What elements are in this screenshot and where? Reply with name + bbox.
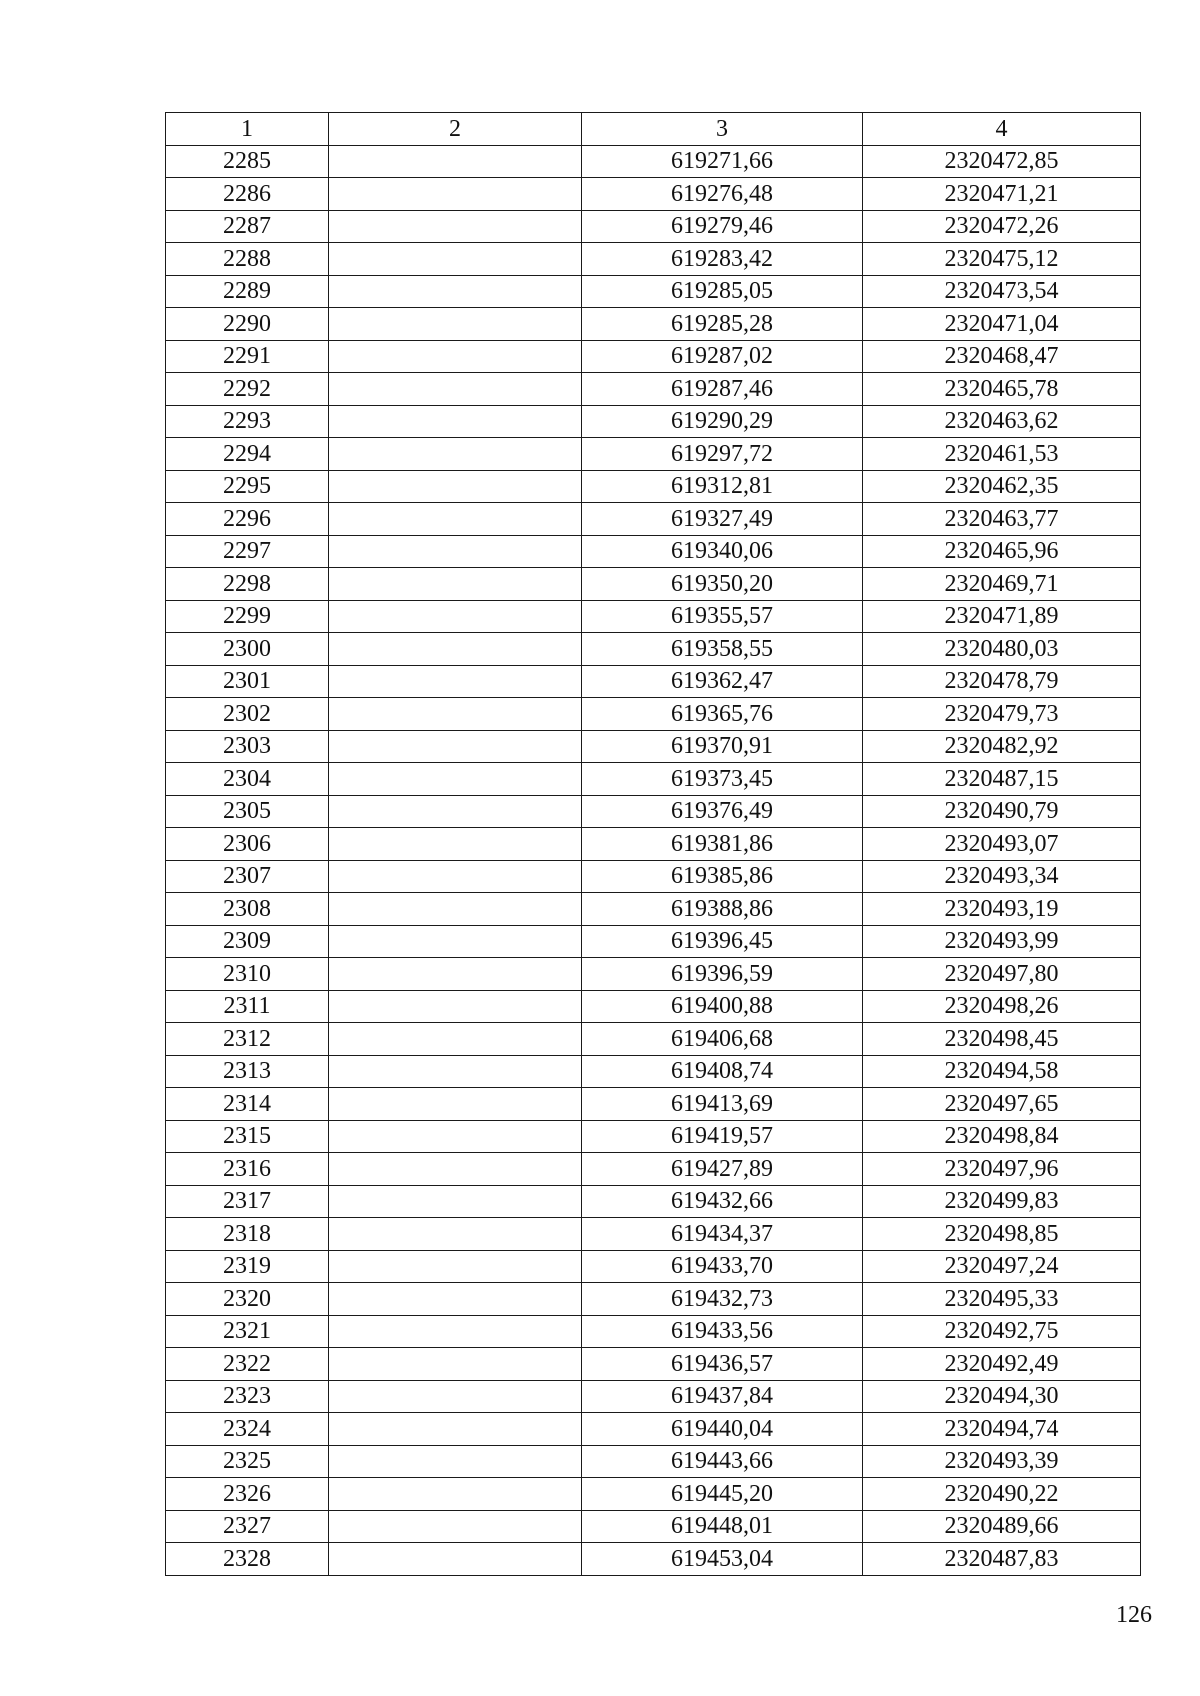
y-coordinate-cell: 2320493,07 bbox=[863, 828, 1141, 861]
x-coordinate-cell: 619285,28 bbox=[582, 308, 863, 341]
table-row bbox=[166, 373, 1141, 406]
table-row bbox=[166, 665, 1141, 698]
name-cell bbox=[329, 795, 582, 828]
name-cell bbox=[329, 1380, 582, 1413]
y-coordinate-cell: 2320479,73 bbox=[863, 698, 1141, 731]
point-number-cell: 2288 bbox=[166, 243, 329, 276]
x-coordinate-cell: 619445,20 bbox=[582, 1478, 863, 1511]
name-cell bbox=[329, 860, 582, 893]
point-number-cell: 2305 bbox=[166, 795, 329, 828]
y-coordinate-cell: 2320465,96 bbox=[863, 535, 1141, 568]
x-coordinate-cell: 619285,05 bbox=[582, 275, 863, 308]
table-row bbox=[166, 1055, 1141, 1088]
y-coordinate-cell: 2320482,92 bbox=[863, 730, 1141, 763]
table-row bbox=[166, 1153, 1141, 1186]
x-coordinate-cell: 619370,91 bbox=[582, 730, 863, 763]
table-row bbox=[166, 145, 1141, 178]
name-cell bbox=[329, 1153, 582, 1186]
name-cell bbox=[329, 893, 582, 926]
y-coordinate-cell: 2320499,83 bbox=[863, 1185, 1141, 1218]
column-header-2: 2 bbox=[329, 113, 582, 146]
y-coordinate-cell: 2320492,75 bbox=[863, 1315, 1141, 1348]
x-coordinate-cell: 619358,55 bbox=[582, 633, 863, 666]
y-coordinate-cell: 2320495,33 bbox=[863, 1283, 1141, 1316]
y-coordinate-cell: 2320497,24 bbox=[863, 1250, 1141, 1283]
table-row bbox=[166, 893, 1141, 926]
point-number-cell: 2301 bbox=[166, 665, 329, 698]
y-coordinate-cell: 2320494,58 bbox=[863, 1055, 1141, 1088]
x-coordinate-cell: 619381,86 bbox=[582, 828, 863, 861]
x-coordinate-cell: 619279,46 bbox=[582, 210, 863, 243]
table-row bbox=[166, 990, 1141, 1023]
name-cell bbox=[329, 633, 582, 666]
x-coordinate-cell: 619290,29 bbox=[582, 405, 863, 438]
point-number-cell: 2289 bbox=[166, 275, 329, 308]
name-cell bbox=[329, 1315, 582, 1348]
y-coordinate-cell: 2320490,79 bbox=[863, 795, 1141, 828]
table-row bbox=[166, 860, 1141, 893]
name-cell bbox=[329, 178, 582, 211]
name-cell bbox=[329, 1478, 582, 1511]
y-coordinate-cell: 2320469,71 bbox=[863, 568, 1141, 601]
table-row bbox=[166, 1380, 1141, 1413]
x-coordinate-cell: 619340,06 bbox=[582, 535, 863, 568]
x-coordinate-cell: 619436,57 bbox=[582, 1348, 863, 1381]
name-cell bbox=[329, 373, 582, 406]
table-row bbox=[166, 600, 1141, 633]
y-coordinate-cell: 2320498,26 bbox=[863, 990, 1141, 1023]
point-number-cell: 2327 bbox=[166, 1510, 329, 1543]
x-coordinate-cell: 619283,42 bbox=[582, 243, 863, 276]
x-coordinate-cell: 619400,88 bbox=[582, 990, 863, 1023]
x-coordinate-cell: 619388,86 bbox=[582, 893, 863, 926]
point-number-cell: 2285 bbox=[166, 145, 329, 178]
column-header-3: 3 bbox=[582, 113, 863, 146]
table-row bbox=[166, 763, 1141, 796]
table-row bbox=[166, 178, 1141, 211]
x-coordinate-cell: 619327,49 bbox=[582, 503, 863, 536]
table-row bbox=[166, 405, 1141, 438]
y-coordinate-cell: 2320492,49 bbox=[863, 1348, 1141, 1381]
x-coordinate-cell: 619312,81 bbox=[582, 470, 863, 503]
name-cell bbox=[329, 763, 582, 796]
table-row bbox=[166, 1445, 1141, 1478]
name-cell bbox=[329, 698, 582, 731]
name-cell bbox=[329, 438, 582, 471]
x-coordinate-cell: 619433,56 bbox=[582, 1315, 863, 1348]
x-coordinate-cell: 619443,66 bbox=[582, 1445, 863, 1478]
table-row bbox=[166, 1315, 1141, 1348]
page-number: 126 bbox=[1116, 1602, 1152, 1628]
table-row bbox=[166, 1413, 1141, 1446]
table-row bbox=[166, 340, 1141, 373]
name-cell bbox=[329, 340, 582, 373]
y-coordinate-cell: 2320472,85 bbox=[863, 145, 1141, 178]
table-row bbox=[166, 1218, 1141, 1251]
y-coordinate-cell: 2320471,89 bbox=[863, 600, 1141, 633]
table-row bbox=[166, 958, 1141, 991]
y-coordinate-cell: 2320475,12 bbox=[863, 243, 1141, 276]
table-row bbox=[166, 275, 1141, 308]
x-coordinate-cell: 619448,01 bbox=[582, 1510, 863, 1543]
x-coordinate-cell: 619440,04 bbox=[582, 1413, 863, 1446]
y-coordinate-cell: 2320497,96 bbox=[863, 1153, 1141, 1186]
point-number-cell: 2310 bbox=[166, 958, 329, 991]
point-number-cell: 2290 bbox=[166, 308, 329, 341]
point-number-cell: 2319 bbox=[166, 1250, 329, 1283]
y-coordinate-cell: 2320487,15 bbox=[863, 763, 1141, 796]
name-cell bbox=[329, 1055, 582, 1088]
name-cell bbox=[329, 243, 582, 276]
point-number-cell: 2297 bbox=[166, 535, 329, 568]
table-row bbox=[166, 1120, 1141, 1153]
y-coordinate-cell: 2320493,34 bbox=[863, 860, 1141, 893]
name-cell bbox=[329, 730, 582, 763]
y-coordinate-cell: 2320498,84 bbox=[863, 1120, 1141, 1153]
y-coordinate-cell: 2320489,66 bbox=[863, 1510, 1141, 1543]
table-row bbox=[166, 1023, 1141, 1056]
point-number-cell: 2325 bbox=[166, 1445, 329, 1478]
x-coordinate-cell: 619413,69 bbox=[582, 1088, 863, 1121]
point-number-cell: 2313 bbox=[166, 1055, 329, 1088]
name-cell bbox=[329, 275, 582, 308]
name-cell bbox=[329, 405, 582, 438]
name-cell bbox=[329, 1250, 582, 1283]
table-row bbox=[166, 730, 1141, 763]
point-number-cell: 2316 bbox=[166, 1153, 329, 1186]
y-coordinate-cell: 2320493,39 bbox=[863, 1445, 1141, 1478]
table-row bbox=[166, 1478, 1141, 1511]
table-row bbox=[166, 1088, 1141, 1121]
y-coordinate-cell: 2320494,74 bbox=[863, 1413, 1141, 1446]
y-coordinate-cell: 2320461,53 bbox=[863, 438, 1141, 471]
point-number-cell: 2320 bbox=[166, 1283, 329, 1316]
x-coordinate-cell: 619297,72 bbox=[582, 438, 863, 471]
x-coordinate-cell: 619396,59 bbox=[582, 958, 863, 991]
x-coordinate-cell: 619408,74 bbox=[582, 1055, 863, 1088]
point-number-cell: 2291 bbox=[166, 340, 329, 373]
table-row bbox=[166, 568, 1141, 601]
name-cell bbox=[329, 470, 582, 503]
table-body bbox=[166, 145, 1141, 1575]
name-cell bbox=[329, 925, 582, 958]
y-coordinate-cell: 2320498,85 bbox=[863, 1218, 1141, 1251]
point-number-cell: 2307 bbox=[166, 860, 329, 893]
y-coordinate-cell: 2320497,65 bbox=[863, 1088, 1141, 1121]
name-cell bbox=[329, 990, 582, 1023]
name-cell bbox=[329, 1023, 582, 1056]
name-cell bbox=[329, 1185, 582, 1218]
x-coordinate-cell: 619365,76 bbox=[582, 698, 863, 731]
point-number-cell: 2296 bbox=[166, 503, 329, 536]
point-number-cell: 2300 bbox=[166, 633, 329, 666]
x-coordinate-cell: 619437,84 bbox=[582, 1380, 863, 1413]
name-cell bbox=[329, 600, 582, 633]
x-coordinate-cell: 619432,66 bbox=[582, 1185, 863, 1218]
point-number-cell: 2311 bbox=[166, 990, 329, 1023]
y-coordinate-cell: 2320497,80 bbox=[863, 958, 1141, 991]
y-coordinate-cell: 2320472,26 bbox=[863, 210, 1141, 243]
x-coordinate-cell: 619433,70 bbox=[582, 1250, 863, 1283]
point-number-cell: 2314 bbox=[166, 1088, 329, 1121]
point-number-cell: 2308 bbox=[166, 893, 329, 926]
point-number-cell: 2295 bbox=[166, 470, 329, 503]
point-number-cell: 2324 bbox=[166, 1413, 329, 1446]
point-number-cell: 2302 bbox=[166, 698, 329, 731]
x-coordinate-cell: 619362,47 bbox=[582, 665, 863, 698]
name-cell bbox=[329, 665, 582, 698]
y-coordinate-cell: 2320493,19 bbox=[863, 893, 1141, 926]
point-number-cell: 2306 bbox=[166, 828, 329, 861]
name-cell bbox=[329, 535, 582, 568]
column-header-4: 4 bbox=[863, 113, 1141, 146]
x-coordinate-cell: 619434,37 bbox=[582, 1218, 863, 1251]
name-cell bbox=[329, 1445, 582, 1478]
name-cell bbox=[329, 210, 582, 243]
table-header-row bbox=[166, 113, 1141, 146]
table-row bbox=[166, 1348, 1141, 1381]
y-coordinate-cell: 2320478,79 bbox=[863, 665, 1141, 698]
x-coordinate-cell: 619276,48 bbox=[582, 178, 863, 211]
point-number-cell: 2315 bbox=[166, 1120, 329, 1153]
table-row bbox=[166, 243, 1141, 276]
point-number-cell: 2312 bbox=[166, 1023, 329, 1056]
point-number-cell: 2328 bbox=[166, 1543, 329, 1576]
name-cell bbox=[329, 1510, 582, 1543]
y-coordinate-cell: 2320490,22 bbox=[863, 1478, 1141, 1511]
x-coordinate-cell: 619406,68 bbox=[582, 1023, 863, 1056]
table-row bbox=[166, 1510, 1141, 1543]
point-number-cell: 2318 bbox=[166, 1218, 329, 1251]
table-row bbox=[166, 438, 1141, 471]
point-number-cell: 2298 bbox=[166, 568, 329, 601]
point-number-cell: 2287 bbox=[166, 210, 329, 243]
y-coordinate-cell: 2320468,47 bbox=[863, 340, 1141, 373]
y-coordinate-cell: 2320463,62 bbox=[863, 405, 1141, 438]
x-coordinate-cell: 619396,45 bbox=[582, 925, 863, 958]
point-number-cell: 2294 bbox=[166, 438, 329, 471]
y-coordinate-cell: 2320471,04 bbox=[863, 308, 1141, 341]
y-coordinate-cell: 2320494,30 bbox=[863, 1380, 1141, 1413]
table-row bbox=[166, 633, 1141, 666]
point-number-cell: 2322 bbox=[166, 1348, 329, 1381]
table-row bbox=[166, 503, 1141, 536]
name-cell bbox=[329, 145, 582, 178]
y-coordinate-cell: 2320480,03 bbox=[863, 633, 1141, 666]
point-number-cell: 2309 bbox=[166, 925, 329, 958]
name-cell bbox=[329, 958, 582, 991]
point-number-cell: 2303 bbox=[166, 730, 329, 763]
table-row bbox=[166, 828, 1141, 861]
name-cell bbox=[329, 1283, 582, 1316]
point-number-cell: 2292 bbox=[166, 373, 329, 406]
table-row bbox=[166, 698, 1141, 731]
point-number-cell: 2293 bbox=[166, 405, 329, 438]
x-coordinate-cell: 619385,86 bbox=[582, 860, 863, 893]
name-cell bbox=[329, 1543, 582, 1576]
y-coordinate-cell: 2320487,83 bbox=[863, 1543, 1141, 1576]
table-row bbox=[166, 210, 1141, 243]
point-number-cell: 2317 bbox=[166, 1185, 329, 1218]
name-cell bbox=[329, 828, 582, 861]
table-row bbox=[166, 535, 1141, 568]
x-coordinate-cell: 619350,20 bbox=[582, 568, 863, 601]
table-row bbox=[166, 795, 1141, 828]
name-cell bbox=[329, 503, 582, 536]
x-coordinate-cell: 619432,73 bbox=[582, 1283, 863, 1316]
name-cell bbox=[329, 1348, 582, 1381]
x-coordinate-cell: 619453,04 bbox=[582, 1543, 863, 1576]
x-coordinate-cell: 619271,66 bbox=[582, 145, 863, 178]
point-number-cell: 2323 bbox=[166, 1380, 329, 1413]
y-coordinate-cell: 2320465,78 bbox=[863, 373, 1141, 406]
table-row bbox=[166, 308, 1141, 341]
name-cell bbox=[329, 1120, 582, 1153]
name-cell bbox=[329, 1218, 582, 1251]
table-row bbox=[166, 925, 1141, 958]
name-cell bbox=[329, 1088, 582, 1121]
point-number-cell: 2286 bbox=[166, 178, 329, 211]
y-coordinate-cell: 2320462,35 bbox=[863, 470, 1141, 503]
name-cell bbox=[329, 568, 582, 601]
coordinates-table bbox=[165, 112, 1141, 1576]
table-row bbox=[166, 1543, 1141, 1576]
name-cell bbox=[329, 1413, 582, 1446]
y-coordinate-cell: 2320493,99 bbox=[863, 925, 1141, 958]
point-number-cell: 2304 bbox=[166, 763, 329, 796]
y-coordinate-cell: 2320498,45 bbox=[863, 1023, 1141, 1056]
point-number-cell: 2326 bbox=[166, 1478, 329, 1511]
y-coordinate-cell: 2320471,21 bbox=[863, 178, 1141, 211]
table-row bbox=[166, 1283, 1141, 1316]
column-header-1: 1 bbox=[166, 113, 329, 146]
x-coordinate-cell: 619376,49 bbox=[582, 795, 863, 828]
x-coordinate-cell: 619287,46 bbox=[582, 373, 863, 406]
point-number-cell: 2299 bbox=[166, 600, 329, 633]
x-coordinate-cell: 619419,57 bbox=[582, 1120, 863, 1153]
table-row bbox=[166, 1185, 1141, 1218]
table-row bbox=[166, 470, 1141, 503]
x-coordinate-cell: 619427,89 bbox=[582, 1153, 863, 1186]
x-coordinate-cell: 619287,02 bbox=[582, 340, 863, 373]
y-coordinate-cell: 2320463,77 bbox=[863, 503, 1141, 536]
name-cell bbox=[329, 308, 582, 341]
x-coordinate-cell: 619373,45 bbox=[582, 763, 863, 796]
table-row bbox=[166, 1250, 1141, 1283]
x-coordinate-cell: 619355,57 bbox=[582, 600, 863, 633]
y-coordinate-cell: 2320473,54 bbox=[863, 275, 1141, 308]
point-number-cell: 2321 bbox=[166, 1315, 329, 1348]
